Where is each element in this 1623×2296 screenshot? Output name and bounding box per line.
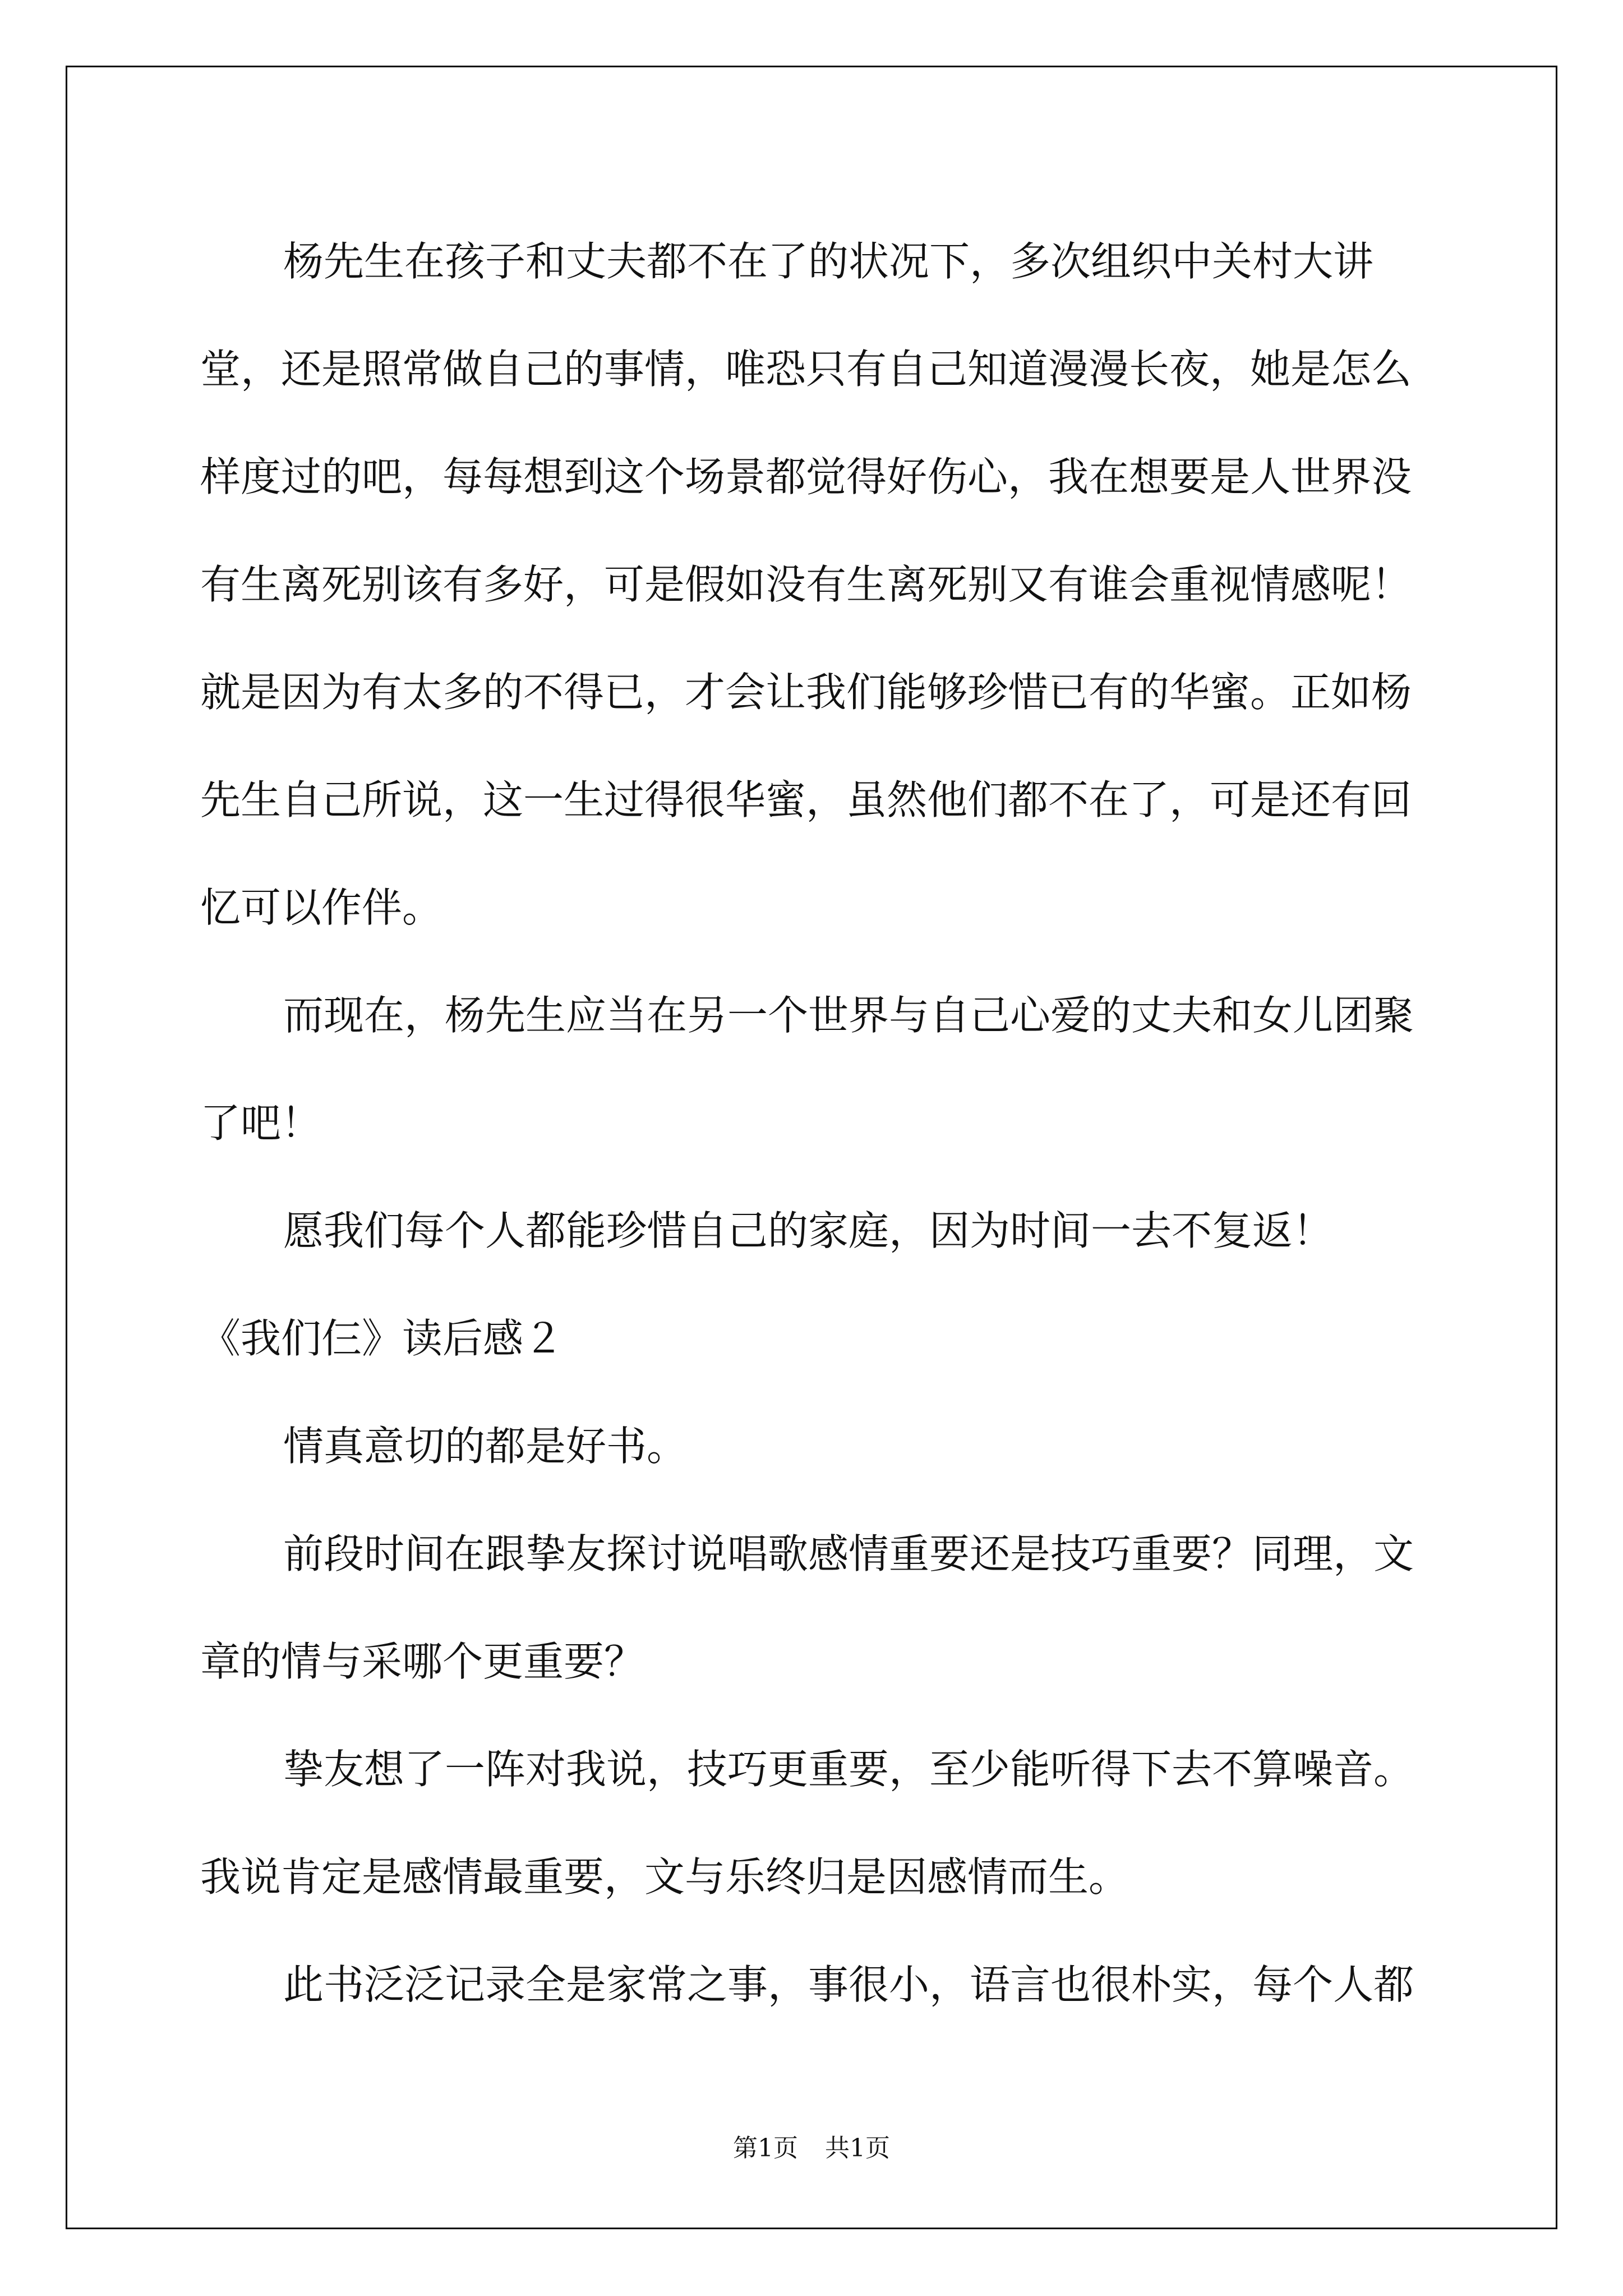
paragraph-7: 此书泛泛记录全是家常之事，事很小，语言也很朴实，每个人都	[283, 1961, 1414, 2008]
page-number: 第1页	[733, 2134, 798, 2162]
paragraph-5: 前段时间在跟挚友探讨说唱歌感情重要还是技巧重要？同理，文章的情与采哪个更重要？	[200, 1530, 1414, 1685]
paragraph-6: 挚友想了一阵对我说，技巧更重要，至少能听得下去不算噪音。我说肯定是感情最重要，文与乐终归是因感情而生。	[200, 1746, 1414, 1901]
section-heading: 《我们仨》读后感２	[200, 1315, 564, 1362]
paragraph-1: 杨先生在孩子和丈夫都不在了的状况下，多次组织中关村大讲堂，还是照常做自己的事情，唯恐只有自己知道漫漫长夜，她是怎么样度过的吧，每每想到这个场景都觉得好伤心，我在想要是人世界没有生离死别该有多好，可是假如没有生离死别又有谁会重视情感呢！就是因为有太多的不得已，才会让我们能够珍惜已有的华蜜。正如杨先生自己所说，这一生过得很华蜜，虽然他们都不在了，可是还有回忆可以作伴。	[200, 238, 1412, 931]
page-footer	[0, 2132, 1623, 2165]
page-total: 共1页	[825, 2134, 890, 2162]
paragraph-4: 情真意切的都是好书。	[283, 1423, 688, 1470]
document-body	[200, 208, 1423, 2039]
paragraph-2: 而现在，杨先生应当在另一个世界与自己心爱的丈夫和女儿团聚了吧！	[200, 992, 1414, 1147]
paragraph-3: 愿我们每个人都能珍惜自己的家庭，因为时间一去不复返！	[283, 1207, 1334, 1254]
